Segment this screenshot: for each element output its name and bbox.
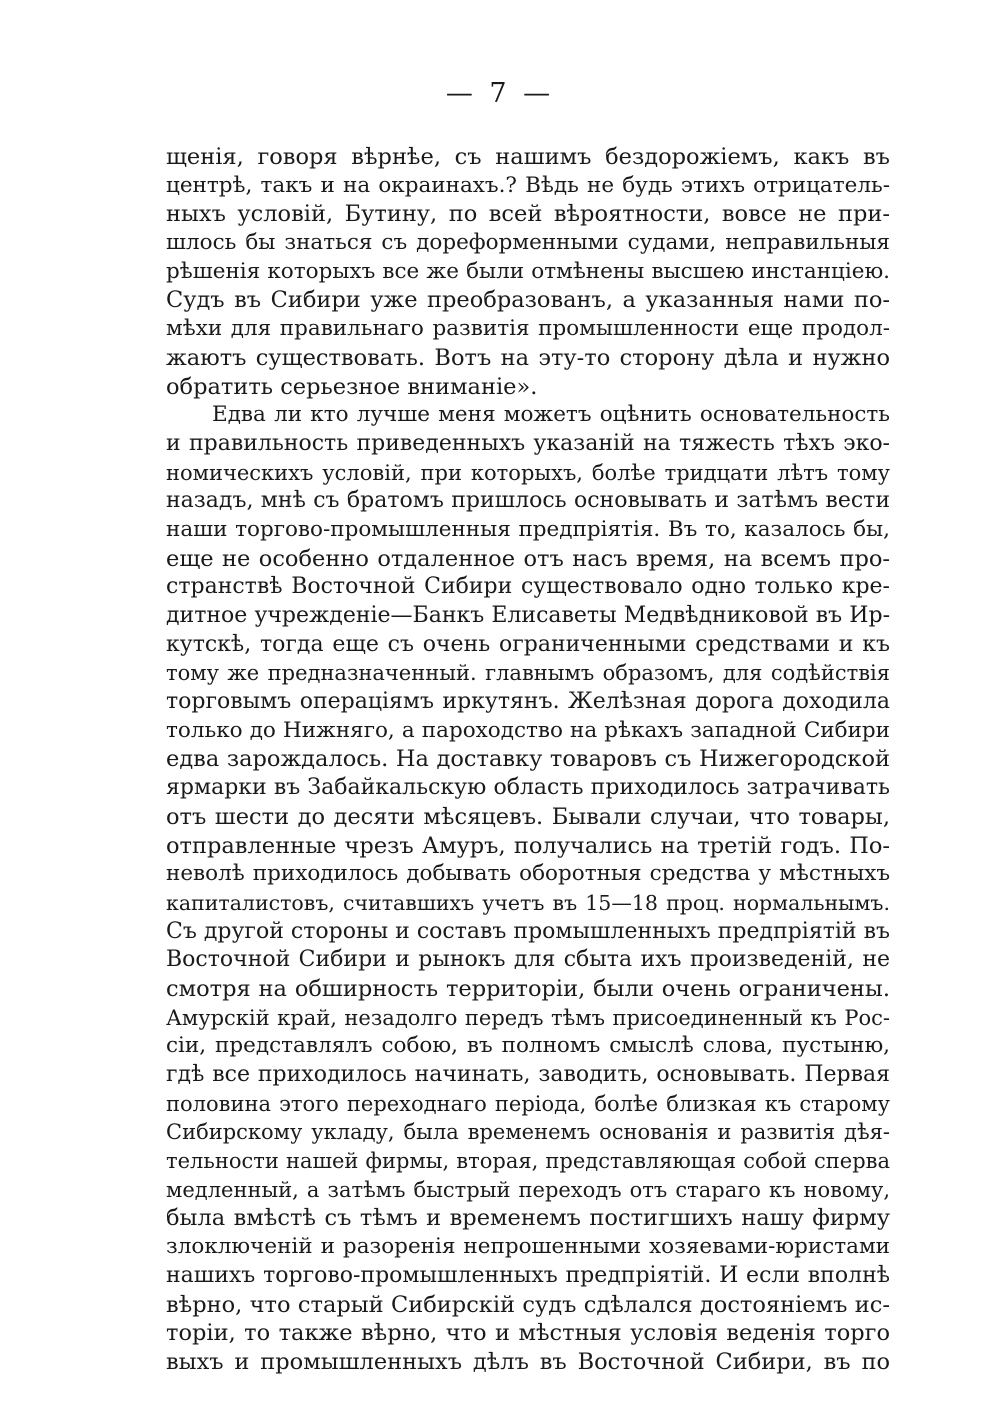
text-line: дитное учрежденіе—Банкъ Елисаветы Медвѣдниковой въ Ир- <box>166 603 890 628</box>
text-line: ныхъ условій, Бутину, по всей вѣроятности, вовсе не при- <box>166 201 890 228</box>
text-line: тому же предназначенный. главнымъ образомъ, для содѣйствія <box>166 661 890 686</box>
body-text <box>166 143 890 1377</box>
text-line: центрѣ, такъ и на окраинахъ.? Вѣдь не будь этихъ отрицатель- <box>166 172 890 198</box>
text-line: сіи, представлялъ собою, въ полномъ смыслѣ слова, пустыню, <box>166 1033 890 1059</box>
text-line: выхъ и промышленныхъ дѣлъ въ Восточной Сибири, въ по <box>166 1348 890 1375</box>
paragraph <box>166 401 890 1376</box>
text-line: Судъ въ Сибири уже преобразованъ, а указанныя нами по- <box>166 287 890 314</box>
text-line: смотря на обширность территоріи, были очень ограничены. <box>166 975 890 1002</box>
text-line: мѣхи для правильнаго развитія промышленности еще продол- <box>166 316 890 342</box>
text-line: медленный, а затѣмъ быстрый переходъ отъ стараго къ новому, <box>166 1177 890 1202</box>
text-line: злоключеній и разоренія непрошенными хозяевами-юристами <box>166 1234 890 1260</box>
text-line: жаютъ существовать. Вотъ на эту-то сторону дѣла и нужно <box>166 344 890 371</box>
page-number: — 7 — <box>445 78 555 109</box>
text-line: отъ шести до десяти мѣсяцевъ. Бывали случаи, что товары, <box>166 803 890 830</box>
text-line: была вмѣстѣ съ тѣмъ и временемъ постигшихъ нашу фирму <box>166 1205 890 1232</box>
text-line: обратить серьезное вниманіе». <box>166 373 538 400</box>
text-line: половина этого переходнаго періода, болѣе близкая къ старому <box>166 1091 890 1116</box>
text-line: шлось бы знаться съ дореформенными судами, неправильныя <box>166 230 890 256</box>
text-line: назадъ, мнѣ съ братомъ пришлось основывать и затѣмъ вести <box>166 488 890 514</box>
text-line: вѣрно, что старый Сибирскій судъ сдѣлался достояніемъ ис- <box>166 1291 890 1318</box>
text-line: Сибирскому укладу, была временемъ основанія и развитія дѣя- <box>166 1120 890 1145</box>
text-line: тельности нашей фирмы, вторая, представляющая собой сперва <box>166 1149 890 1174</box>
text-line: едва зарождалось. На доставку товаровъ съ Нижегородской <box>166 746 890 773</box>
text-line: нашихъ торгово-промышленныхъ предпріятій. И если вполнѣ <box>166 1262 890 1288</box>
text-line: ярмарки въ Забайкальскую область приходилось затрачивать <box>166 775 890 801</box>
text-line: торговымъ операціямъ иркутянъ. Желѣзная дорога доходила <box>166 689 890 715</box>
text-line: рѣшенія которыхъ все же были отмѣнены высшею инстанціею. <box>166 258 890 284</box>
text-line: и правильность приведенныхъ указаній на тяжесть тѣхъ эко- <box>166 430 890 456</box>
text-line: неволѣ приходилось добывать оборотныя средства у мѣстныхъ <box>166 861 890 887</box>
text-line: капиталистовъ, считавшихъ учетъ въ 15—18 проц. нормальнымъ. <box>166 890 890 915</box>
text-line: кутскѣ, тогда еще съ очень ограниченными средствами и къ <box>166 631 890 657</box>
text-line: еще не особенно отдаленное отъ насъ время, на всемъ про- <box>166 545 890 572</box>
text-line: гдѣ все приходилось начинать, заводить, основывать. Первая <box>166 1062 890 1087</box>
text-line: Восточной Сибири и рынокъ для сбыта ихъ произведеній, не <box>166 947 890 973</box>
text-line: отправленные чрезъ Амуръ, получались на третій годъ. По- <box>166 832 890 859</box>
text-line: номическихъ условій, при которыхъ, болѣе тридцати лѣтъ тому <box>166 460 890 485</box>
paragraph <box>166 143 890 401</box>
text-line: торіи, то также вѣрно, что и мѣстныя условія веденія торго <box>166 1320 890 1347</box>
text-line: Амурскій край, незадолго передъ тѣмъ присоединенный къ Рос- <box>166 1005 890 1030</box>
text-line: странствѣ Восточной Сибири существовало одно только кре- <box>166 574 890 600</box>
text-line: только до Нижняго, а пароходство на рѣкахъ западной Сибири <box>166 717 890 743</box>
text-line: Едва ли кто лучше меня можетъ оцѣнить основательность <box>212 402 890 428</box>
text-line: Съ другой стороны и составъ промышленныхъ предпріятій въ <box>166 918 890 944</box>
text-line: щенія, говоря вѣрнѣе, съ нашимъ бездорожіемъ, какъ въ <box>166 144 890 170</box>
text-line: наши торгово-промышленныя предпріятія. Въ то, казалось бы, <box>166 516 890 542</box>
